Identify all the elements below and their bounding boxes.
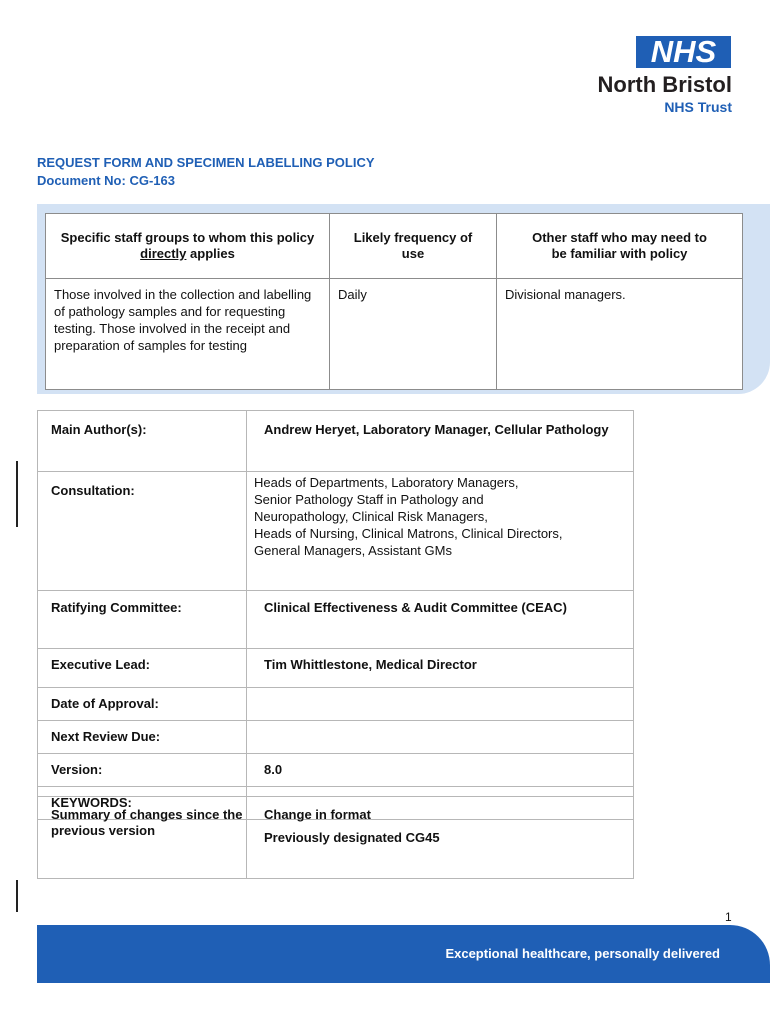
summary-line-1: Change in format [264, 807, 371, 822]
document-number: Document No: CG-163 [37, 173, 175, 188]
header-staff-groups [46, 214, 330, 279]
row-main-author [38, 411, 634, 472]
change-bar [16, 880, 18, 912]
row-version [38, 754, 634, 787]
header-staff-groups-suffix: applies [186, 246, 235, 261]
value-version: 8.0 [247, 754, 634, 787]
label-main-author: Main Author(s): [38, 411, 247, 472]
cell-staff-groups: Those involved in the collection and labelling of pathology samples and for requesting testing. Those involved in the receipt and preparation of samples for testing [46, 279, 330, 390]
consultation-line: Heads of Nursing, Clinical Matrons, Clinical Directors, [254, 526, 563, 541]
cell-frequency: Daily [330, 279, 497, 390]
details-table [37, 410, 634, 820]
cell-other-staff: Divisional managers. [497, 279, 743, 390]
row-next-review-due [38, 721, 634, 754]
label-next-review-due: Next Review Due: [38, 721, 247, 754]
applicability-header-row [46, 214, 743, 279]
label-consultation: Consultation: [38, 472, 247, 591]
consultation-line: Neuropathology, Clinical Risk Managers, [254, 509, 488, 524]
value-date-of-approval [247, 688, 634, 721]
document-title: REQUEST FORM AND SPECIMEN LABELLING POLICY [37, 155, 375, 170]
label-version: Version: [38, 754, 247, 787]
row-consultation [38, 472, 634, 591]
applicability-body-row [46, 279, 743, 390]
row-date-of-approval [38, 688, 634, 721]
nhs-logo: NHS [636, 36, 731, 68]
label-summary: Summary of changes since the previous version [38, 797, 247, 879]
value-executive-lead: Tim Whittlestone, Medical Director [247, 649, 634, 688]
value-ratifying-committee: Clinical Effectiveness & Audit Committee (CEAC) [247, 591, 634, 649]
header-staff-groups-emphasis: directly [140, 246, 187, 261]
row-ratifying-committee [38, 591, 634, 649]
row-summary [38, 797, 634, 879]
change-bar [16, 461, 18, 527]
value-main-author: Andrew Heryet, Laboratory Manager, Cellular Pathology [247, 411, 634, 472]
consultation-line: Heads of Departments, Laboratory Managers, [254, 475, 519, 490]
label-ratifying-committee: Ratifying Committee: [38, 591, 247, 649]
page-number: 1 [725, 910, 732, 924]
label-keywords: KEYWORDS: [38, 787, 247, 820]
header-other-staff: Other staff who may need to be familiar with policy [497, 214, 743, 279]
label-date-of-approval: Date of Approval: [38, 688, 247, 721]
summary-line-2: Previously designated CG45 [264, 830, 440, 845]
header-staff-groups-text: Specific staff groups to whom this policy [60, 230, 315, 245]
consultation-line: General Managers, Assistant GMs [254, 543, 452, 558]
footer-tagline: Exceptional healthcare, personally delivered [445, 946, 720, 961]
value-next-review-due [247, 721, 634, 754]
trust-name: NHS Trust [664, 99, 732, 115]
applicability-table [45, 213, 743, 390]
value-summary [247, 797, 634, 879]
header-frequency: Likely frequency of use [330, 214, 497, 279]
summary-table [37, 796, 634, 879]
value-consultation [247, 472, 634, 591]
organisation-name: North Bristol [597, 72, 732, 97]
row-executive-lead [38, 649, 634, 688]
consultation-line: Senior Pathology Staff in Pathology and [254, 492, 484, 507]
label-executive-lead: Executive Lead: [38, 649, 247, 688]
